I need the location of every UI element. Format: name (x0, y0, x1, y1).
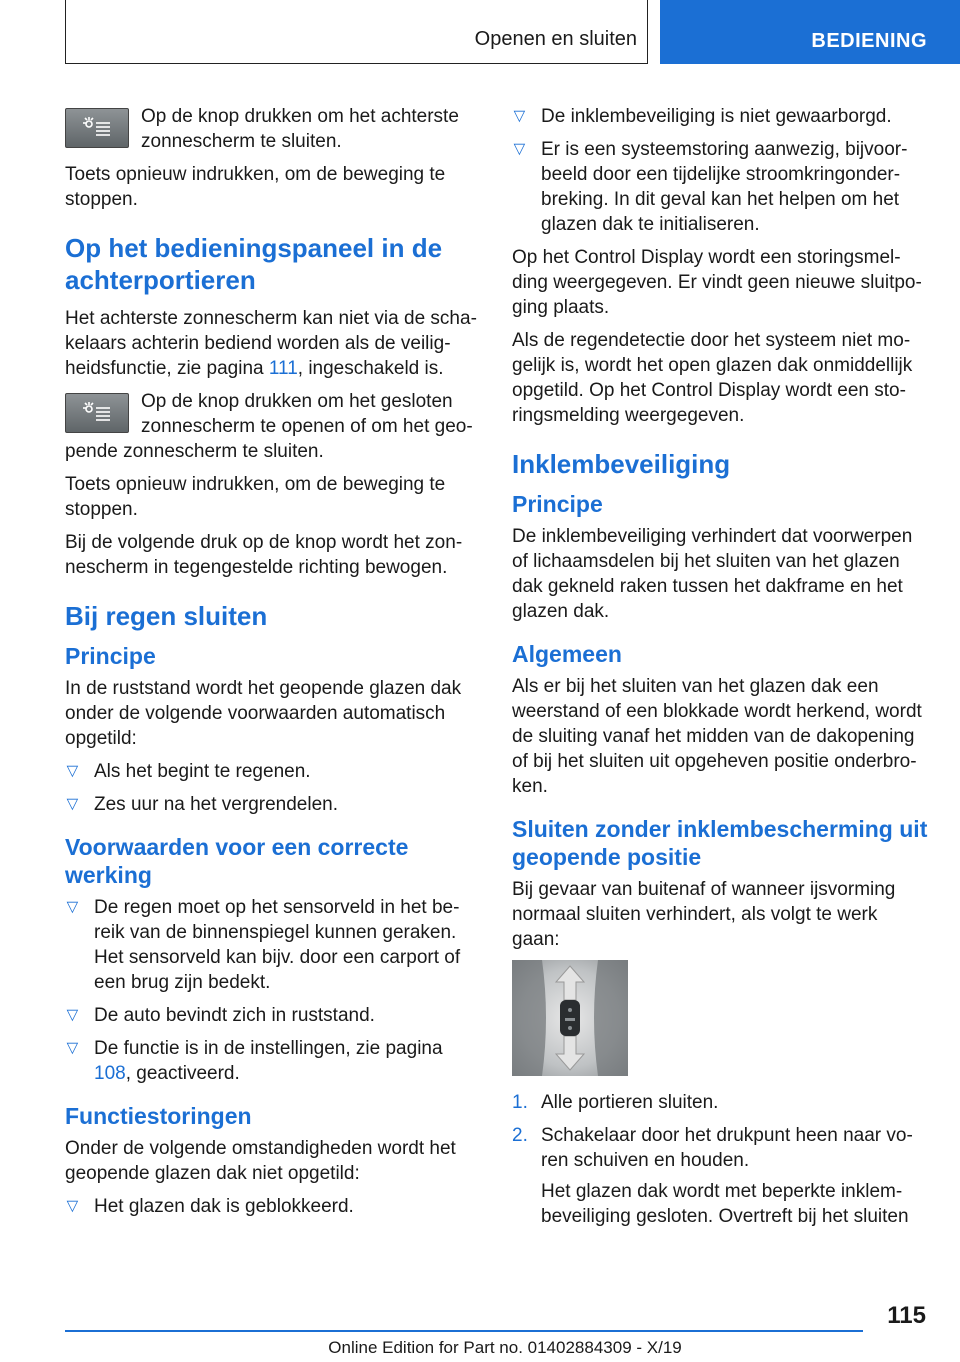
list-item: ▷ Het glazen dak is geblokkeerd. (65, 1194, 477, 1219)
footer-edition: Online Edition for Part no. 01402884309 - X/19 (328, 1338, 682, 1357)
sunshade-button-icon (65, 108, 129, 148)
paragraph: Op de knop drukken om het achterste zonnescherm te sluiten. (141, 106, 459, 152)
paragraph: Bij de volgende druk op de knop wordt het zonnescherm in tegengestelde richting bewogen. (65, 532, 463, 578)
sunshade-open-instruction (65, 389, 477, 464)
step-number: 1. (512, 1092, 528, 1113)
sunshade-button-icon (65, 393, 129, 433)
paragraph: Op de knop drukken om het gesloten zonnescherm te openen of om het geopende zonnescherm te sluiten. (65, 391, 473, 462)
text-span: , geactiveerd. (125, 1063, 240, 1084)
heading-rain-close: Bij regen sluiten (65, 601, 268, 631)
paragraph: In de ruststand wordt het geopende glazen dak onder de volgende voorwaarden automatisch opgetild: (65, 678, 462, 749)
faults-list (65, 1194, 477, 1219)
paragraph: Op het Control Display wordt een storingsmelding weergegeven. Er vindt geen nieuwe sluitpoging plaats. (512, 247, 922, 318)
list-item: ▷ De regen moet op het sensorveld in het bereik van de binnenspiegel kunnen geraken. Het sensorveld kan bijv. door een carport of een brug zijn bedekt. (65, 895, 477, 995)
step-text: Schakelaar door het drukpunt heen naar voren schuiven en houden. (541, 1125, 913, 1171)
sunshade-close-instruction (65, 104, 477, 154)
step-item (512, 1123, 928, 1229)
list-item: ▷ De auto bevindt zich in ruststand. (65, 1003, 477, 1028)
heading-control-panel: Op het bedieningspaneel in de achterportieren (65, 233, 443, 295)
step-text: Alle portieren sluiten. (541, 1092, 719, 1113)
paragraph: De inklembeveiliging verhindert dat voorwerpen of lichaamsdelen bij het sluiten van het glazen dak gekneld raken tussen het dakframe en het glazen dak. (512, 526, 913, 622)
list-item: ▷ Er is een systeemstoring aanwezig, bijvoorbeeld door een tijdelijke stroomkringonderbreking. In dit geval kan het helpen om het glazen dak te initialiseren. (512, 137, 928, 237)
list-item: ▷ Als het begint te regenen. (65, 759, 477, 784)
paragraph: Bij gevaar van buitenaf of wanneer ijsvorming normaal sluiten verhindert, als volgt te werk gaan: (512, 879, 896, 950)
step-item (512, 1090, 928, 1115)
paragraph: Toets opnieuw indrukken, om de beweging te stoppen. (65, 164, 446, 210)
chapter-tab-label: BEDIENING (811, 30, 927, 52)
heading-pinch-protection: Inklembeveiliging (512, 449, 731, 479)
faults-list-continued (512, 104, 928, 237)
chapter-tab[interactable] (660, 0, 960, 64)
paragraph: Toets opnieuw indrukken, om de beweging te stoppen. (65, 474, 446, 520)
paragraph: Onder de volgende omstandigheden wordt het geopende glazen dak niet opgetild: (65, 1138, 456, 1184)
roof-switch-photo (512, 960, 628, 1076)
paragraph (65, 306, 477, 381)
paragraph: Als er bij het sluiten van het glazen dak een weerstand of een blokkade wordt herkend, wordt de sluiting vanaf het midden van de dakopening of bij het sluiten uit opgeheven positie onderbroken. (512, 676, 922, 797)
page-link-108[interactable]: 108 (94, 1063, 126, 1084)
page-link-111[interactable]: 111 (268, 358, 298, 379)
conditions-list (65, 895, 477, 1086)
text-span: , ingeschakeld is. (297, 358, 444, 379)
section-title: Openen en sluiten (474, 28, 637, 50)
right-column (512, 104, 928, 1237)
list-item (65, 1036, 477, 1086)
text-span: De functie is in de instellingen, zie pagina (94, 1038, 443, 1059)
heading-faults: Functiestoringen (65, 1103, 252, 1129)
heading-principle: Principe (65, 643, 156, 669)
rain-conditions-list (65, 759, 477, 817)
footer-divider (65, 1330, 863, 1332)
paragraph: Als de regendetectie door het systeem niet mogelijk is, wordt het open glazen dak onmiddellijk opgetild. Op het Control Display wordt een storingsmelding weergegeven. (512, 330, 913, 426)
steps-list (512, 1090, 928, 1229)
text-span: Het achterste zonnescherm kan niet via de schakelaars achterin bediend worden als de veiligheidsfunctie, zie pagina (65, 308, 477, 379)
heading-general: Algemeen (512, 641, 622, 667)
heading-principle: Principe (512, 491, 603, 517)
list-item: ▷ Zes uur na het vergrendelen. (65, 792, 477, 817)
roof-switch-illustration (512, 960, 628, 1076)
step-number: 2. (512, 1125, 528, 1146)
step-subtext: Het glazen dak wordt met beperkte inklembeveiliging gesloten. Overtreft bij het sluiten (541, 1181, 909, 1227)
heading-conditions: Voorwaarden voor een correcte werking (65, 834, 409, 888)
heading-close-without-protection: Sluiten zonder inklembescherming uit geopende positie (512, 816, 928, 870)
left-column (65, 104, 477, 1227)
page-number: 115 (887, 1302, 926, 1329)
list-item: ▷ De inklembeveiliging is niet gewaarborgd. (512, 104, 928, 129)
header-frame (65, 0, 648, 64)
